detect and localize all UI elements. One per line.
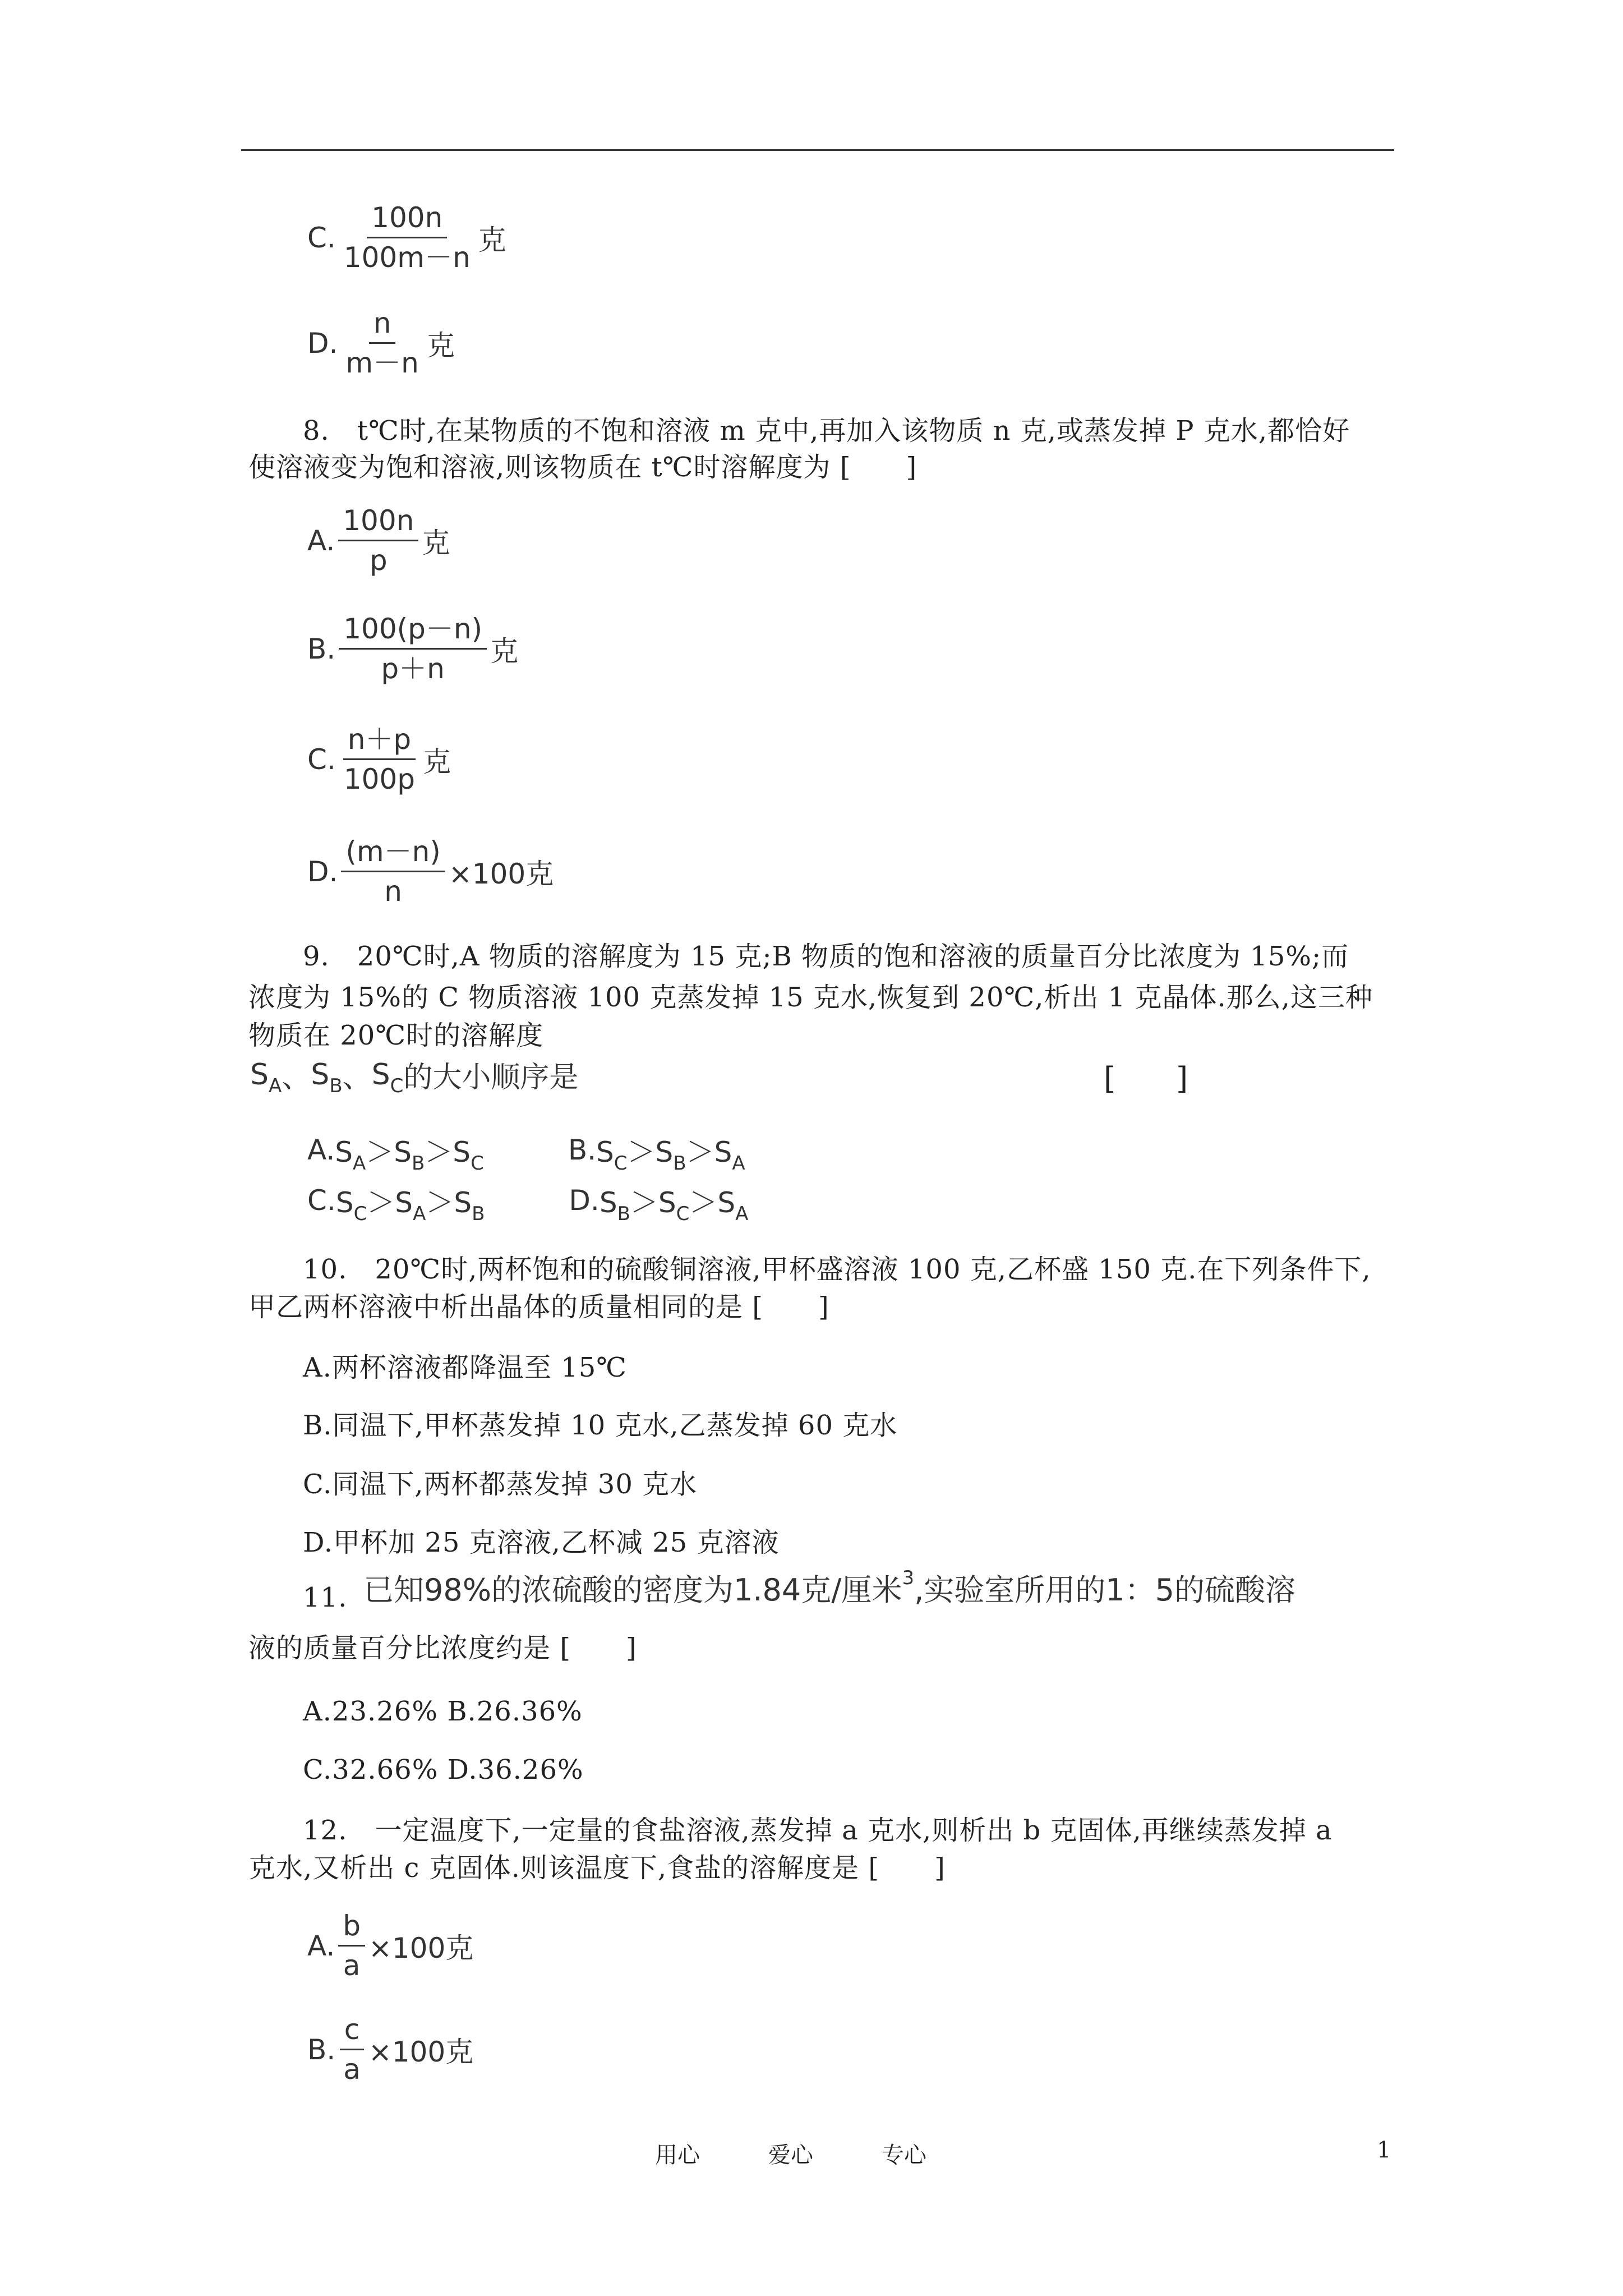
- tail: ×100克: [448, 857, 554, 890]
- denominator: m－n: [345, 347, 419, 379]
- q8-option-b: [307, 613, 518, 684]
- numerator: c: [340, 2014, 365, 2050]
- symbol-s-b: $S_B$: [311, 1057, 343, 1097]
- numerator: b: [338, 1910, 365, 1947]
- separator: 、: [342, 1061, 372, 1094]
- tail: ×100克: [368, 1931, 474, 1964]
- q9-options-row-1: [307, 1130, 745, 1175]
- fraction: [339, 613, 487, 684]
- fraction: [338, 1910, 365, 1981]
- formula-text: ,实验室所用的1：5的硫酸溶: [914, 1572, 1295, 1608]
- unit: 克: [422, 526, 450, 559]
- q9-order-line: [250, 1053, 578, 1096]
- numerator: 100n: [338, 505, 418, 541]
- q8-line-1: 8. t℃时,在某物质的不饱和溶液 m 克中,再加入该物质 n 克,或蒸发掉 P 克水,都恰好: [303, 415, 1350, 447]
- header-rule: [241, 149, 1394, 151]
- q8-option-a: [307, 505, 450, 576]
- q12-option-b: [307, 2014, 473, 2085]
- q8-line-2: 使溶液变为饱和溶液,则该物质在 t℃时溶解度为 [ ]: [248, 452, 917, 483]
- fraction: [339, 724, 419, 795]
- symbol-s-a: $S_A$: [250, 1057, 282, 1097]
- option-label: D.: [307, 855, 338, 888]
- option-label: B.: [307, 2033, 336, 2066]
- denominator: p＋n: [381, 652, 445, 685]
- option-label: C.: [307, 1184, 336, 1217]
- numerator: (m－n): [341, 836, 445, 872]
- formula-text: 已知98%的浓硫酸的密度为1.84克/厘米: [363, 1572, 902, 1608]
- q10-line-1: 10. 20℃时,两杯饱和的硫酸铜溶液,甲杯盛溶液 100 克,乙杯盛 150 克.在下列条件下,: [303, 1254, 1371, 1285]
- q7-option-d: [307, 307, 455, 379]
- unit: 克: [490, 634, 519, 668]
- q12-line-1: 12. 一定温度下,一定量的食盐溶液,蒸发掉 a 克水,则析出 b 克固体,再继续蒸发掉 a: [303, 1815, 1332, 1846]
- fraction: [338, 505, 418, 576]
- q11-options-ab: A.23.26% B.26.36%: [303, 1696, 583, 1727]
- option-label: C.: [307, 743, 336, 776]
- option-label: B.: [568, 1134, 597, 1166]
- separator: 、: [282, 1061, 311, 1094]
- symbol-s-c: $S_C$: [371, 1057, 404, 1097]
- denominator: n: [384, 875, 402, 908]
- option-c-expr: $S_C>S_A>S_B$: [335, 1186, 485, 1225]
- tail: ×100克: [368, 2035, 474, 2068]
- fraction: [339, 2014, 365, 2085]
- numerator: n: [369, 307, 396, 344]
- fraction: [341, 836, 445, 907]
- q7-option-c: [307, 202, 506, 273]
- footer-word-3: 专心: [882, 2142, 926, 2168]
- q9-line-2: 浓度为 15%的 C 物质溶液 100 克蒸发掉 15 克水,恢复到 20℃,析出 1 克晶体.那么,这三种: [248, 982, 1373, 1013]
- footer-word-1: 用心: [655, 2142, 700, 2168]
- option-label: D.: [569, 1184, 600, 1217]
- superscript-3: 3: [902, 1566, 915, 1589]
- option-label: A.: [307, 524, 335, 557]
- denominator: a: [343, 1949, 361, 1982]
- q10-option-c: C.同温下,两杯都蒸发掉 30 克水: [303, 1469, 698, 1500]
- unit: 克: [423, 745, 451, 778]
- q9-line-1: 9. 20℃时,A 物质的溶解度为 15 克;B 物质的饱和溶液的质量百分比浓度为 15%;而: [303, 941, 1349, 972]
- page-number: 1: [1377, 2137, 1391, 2163]
- option-label: D.: [307, 326, 338, 360]
- option-label: C.: [307, 221, 336, 254]
- denominator: 100m－n: [343, 241, 471, 274]
- q11-number: 11.: [303, 1582, 348, 1613]
- option-d-expr: $S_B>S_C>S_A$: [599, 1186, 749, 1225]
- q12-option-a: [307, 1910, 473, 1981]
- denominator: p: [369, 544, 388, 577]
- q8-option-c: [307, 724, 451, 795]
- option-label: A.: [307, 1134, 335, 1166]
- q11-options-cd: C.32.66% D.36.26%: [303, 1754, 584, 1786]
- option-b-expr: $S_C>S_B>S_A$: [596, 1136, 745, 1175]
- q9-options-row-2: [307, 1180, 749, 1225]
- unit: 克: [426, 329, 455, 362]
- fraction: [341, 307, 423, 379]
- q10-line-2: 甲乙两杯溶液中析出晶体的质量相同的是 [ ]: [248, 1291, 829, 1323]
- q11-formula: [363, 1566, 1295, 1609]
- denominator: a: [343, 2053, 361, 2086]
- q9-line-3: 物质在 20℃时的溶解度: [248, 1020, 544, 1051]
- footer-word-2: 爱心: [768, 2142, 813, 2168]
- q9-answer-bracket: [ ]: [1104, 1061, 1188, 1096]
- q10-option-b: B.同温下,甲杯蒸发掉 10 克水,乙蒸发掉 60 克水: [303, 1410, 898, 1441]
- q12-line-2: 克水,又析出 c 克固体.则该温度下,食盐的溶解度是 [ ]: [248, 1852, 946, 1884]
- option-a-expr: $S_A>S_B>S_C$: [335, 1136, 484, 1175]
- q11-line-2: 液的质量百分比浓度约是 [ ]: [248, 1632, 637, 1664]
- q8-option-d: [307, 836, 554, 907]
- numerator: 100(p－n): [339, 613, 487, 650]
- numerator: 100n: [367, 202, 447, 238]
- numerator: n＋p: [343, 724, 416, 760]
- fraction: [339, 202, 475, 273]
- unit: 克: [478, 223, 506, 256]
- q10-option-a: A.两杯溶液都降温至 15℃: [303, 1352, 627, 1383]
- option-label: B.: [307, 632, 336, 665]
- order-text: 的大小顺序是: [403, 1061, 579, 1094]
- q10-option-d: D.甲杯加 25 克溶液,乙杯减 25 克溶液: [303, 1527, 780, 1558]
- option-label: A.: [307, 1929, 335, 1962]
- denominator: 100p: [343, 763, 415, 795]
